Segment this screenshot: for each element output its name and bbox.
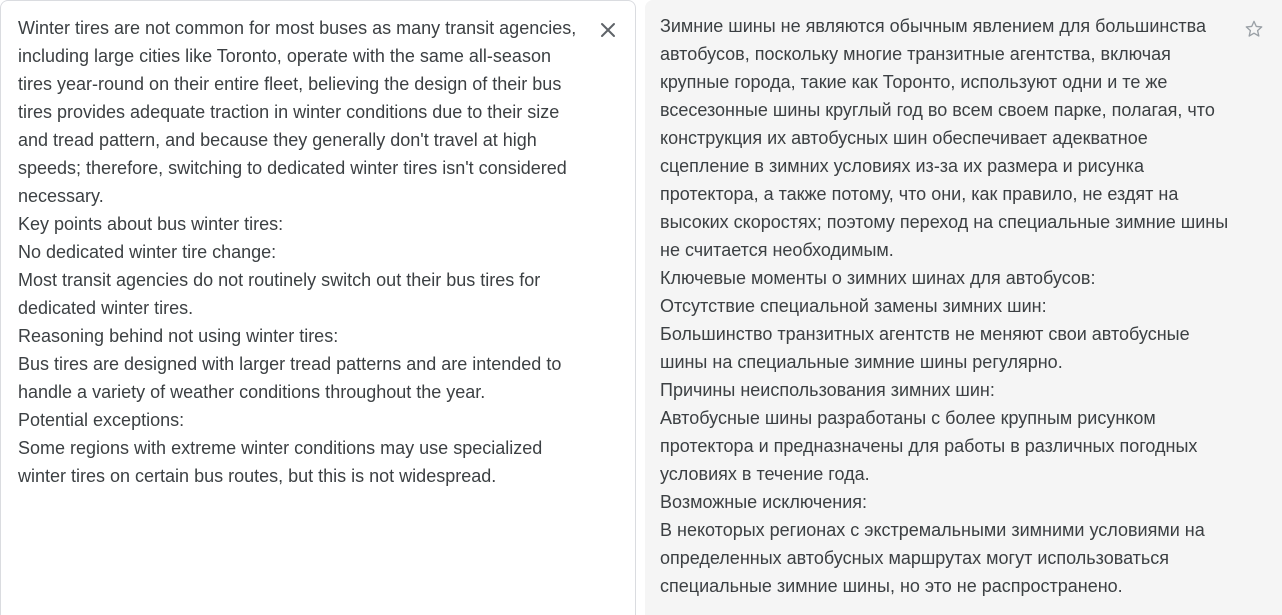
source-text[interactable]: Winter tires are not common for most buses as many transit agencies, including large cities like Toronto, operate with the same all-season tires year-round on their entire fleet, believing the design of their bus tires provides adequate traction in winter conditions due to their size and tread pattern, and because they generally don't travel at high speeds; therefore, switching to dedicated winter tires isn't considered necessary. Key points about bus winter tires: No dedicated winter tire change: Most transit agencies do not routinely switch out their bus tires for dedicated winter tires. Reasoning behind not using winter tires: Bus tires are designed with larger tread patterns and are intended to handle a variety of weather conditions throughout the year. Potential exceptions: Some regions with extreme winter conditions may use specialized winter tires on certain bus routes, but this is not widespread. [18,18,577,486]
clear-source-button[interactable] [594,16,622,44]
star-outline-icon [1244,19,1264,39]
translation-pane [645,0,1282,615]
save-translation-button[interactable] [1240,15,1268,43]
close-icon [600,22,616,38]
source-pane [0,0,636,615]
translation-text: Зимние шины не являются обычным явлением для большинства автобусов, поскольку многие транзитные агентства, включая крупные города, такие как Торонто, используют одни и те же всесезонные шины круглый год во всем своем парке, полагая, что конструкция их автобусных шин обеспечивает адекватное сцепление в зимних условиях из-за их размера и рисунка протектора, а также потому, что они, как правило, не ездят на высоких скоростях; поэтому переход на специальные зимние шины не считается необходимым. Ключевые моменты о зимних шинах для автобусов: Отсутствие специальной замены зимних шин: Большинство транзитных агентств не меняют свои автобусные шины на специальные зимние шины регулярно. Причины неиспользования зимних шин: Автобусные шины разработаны с более крупным рисунком протектора и предназначены для работы в различных погодных условиях в течение года. Возможные исключения: В некоторых регионах с экстремальными зимними условиями на определенных автобусных маршрутах могут использоваться специальные зимние шины, но это не распространено. [660,16,1229,596]
